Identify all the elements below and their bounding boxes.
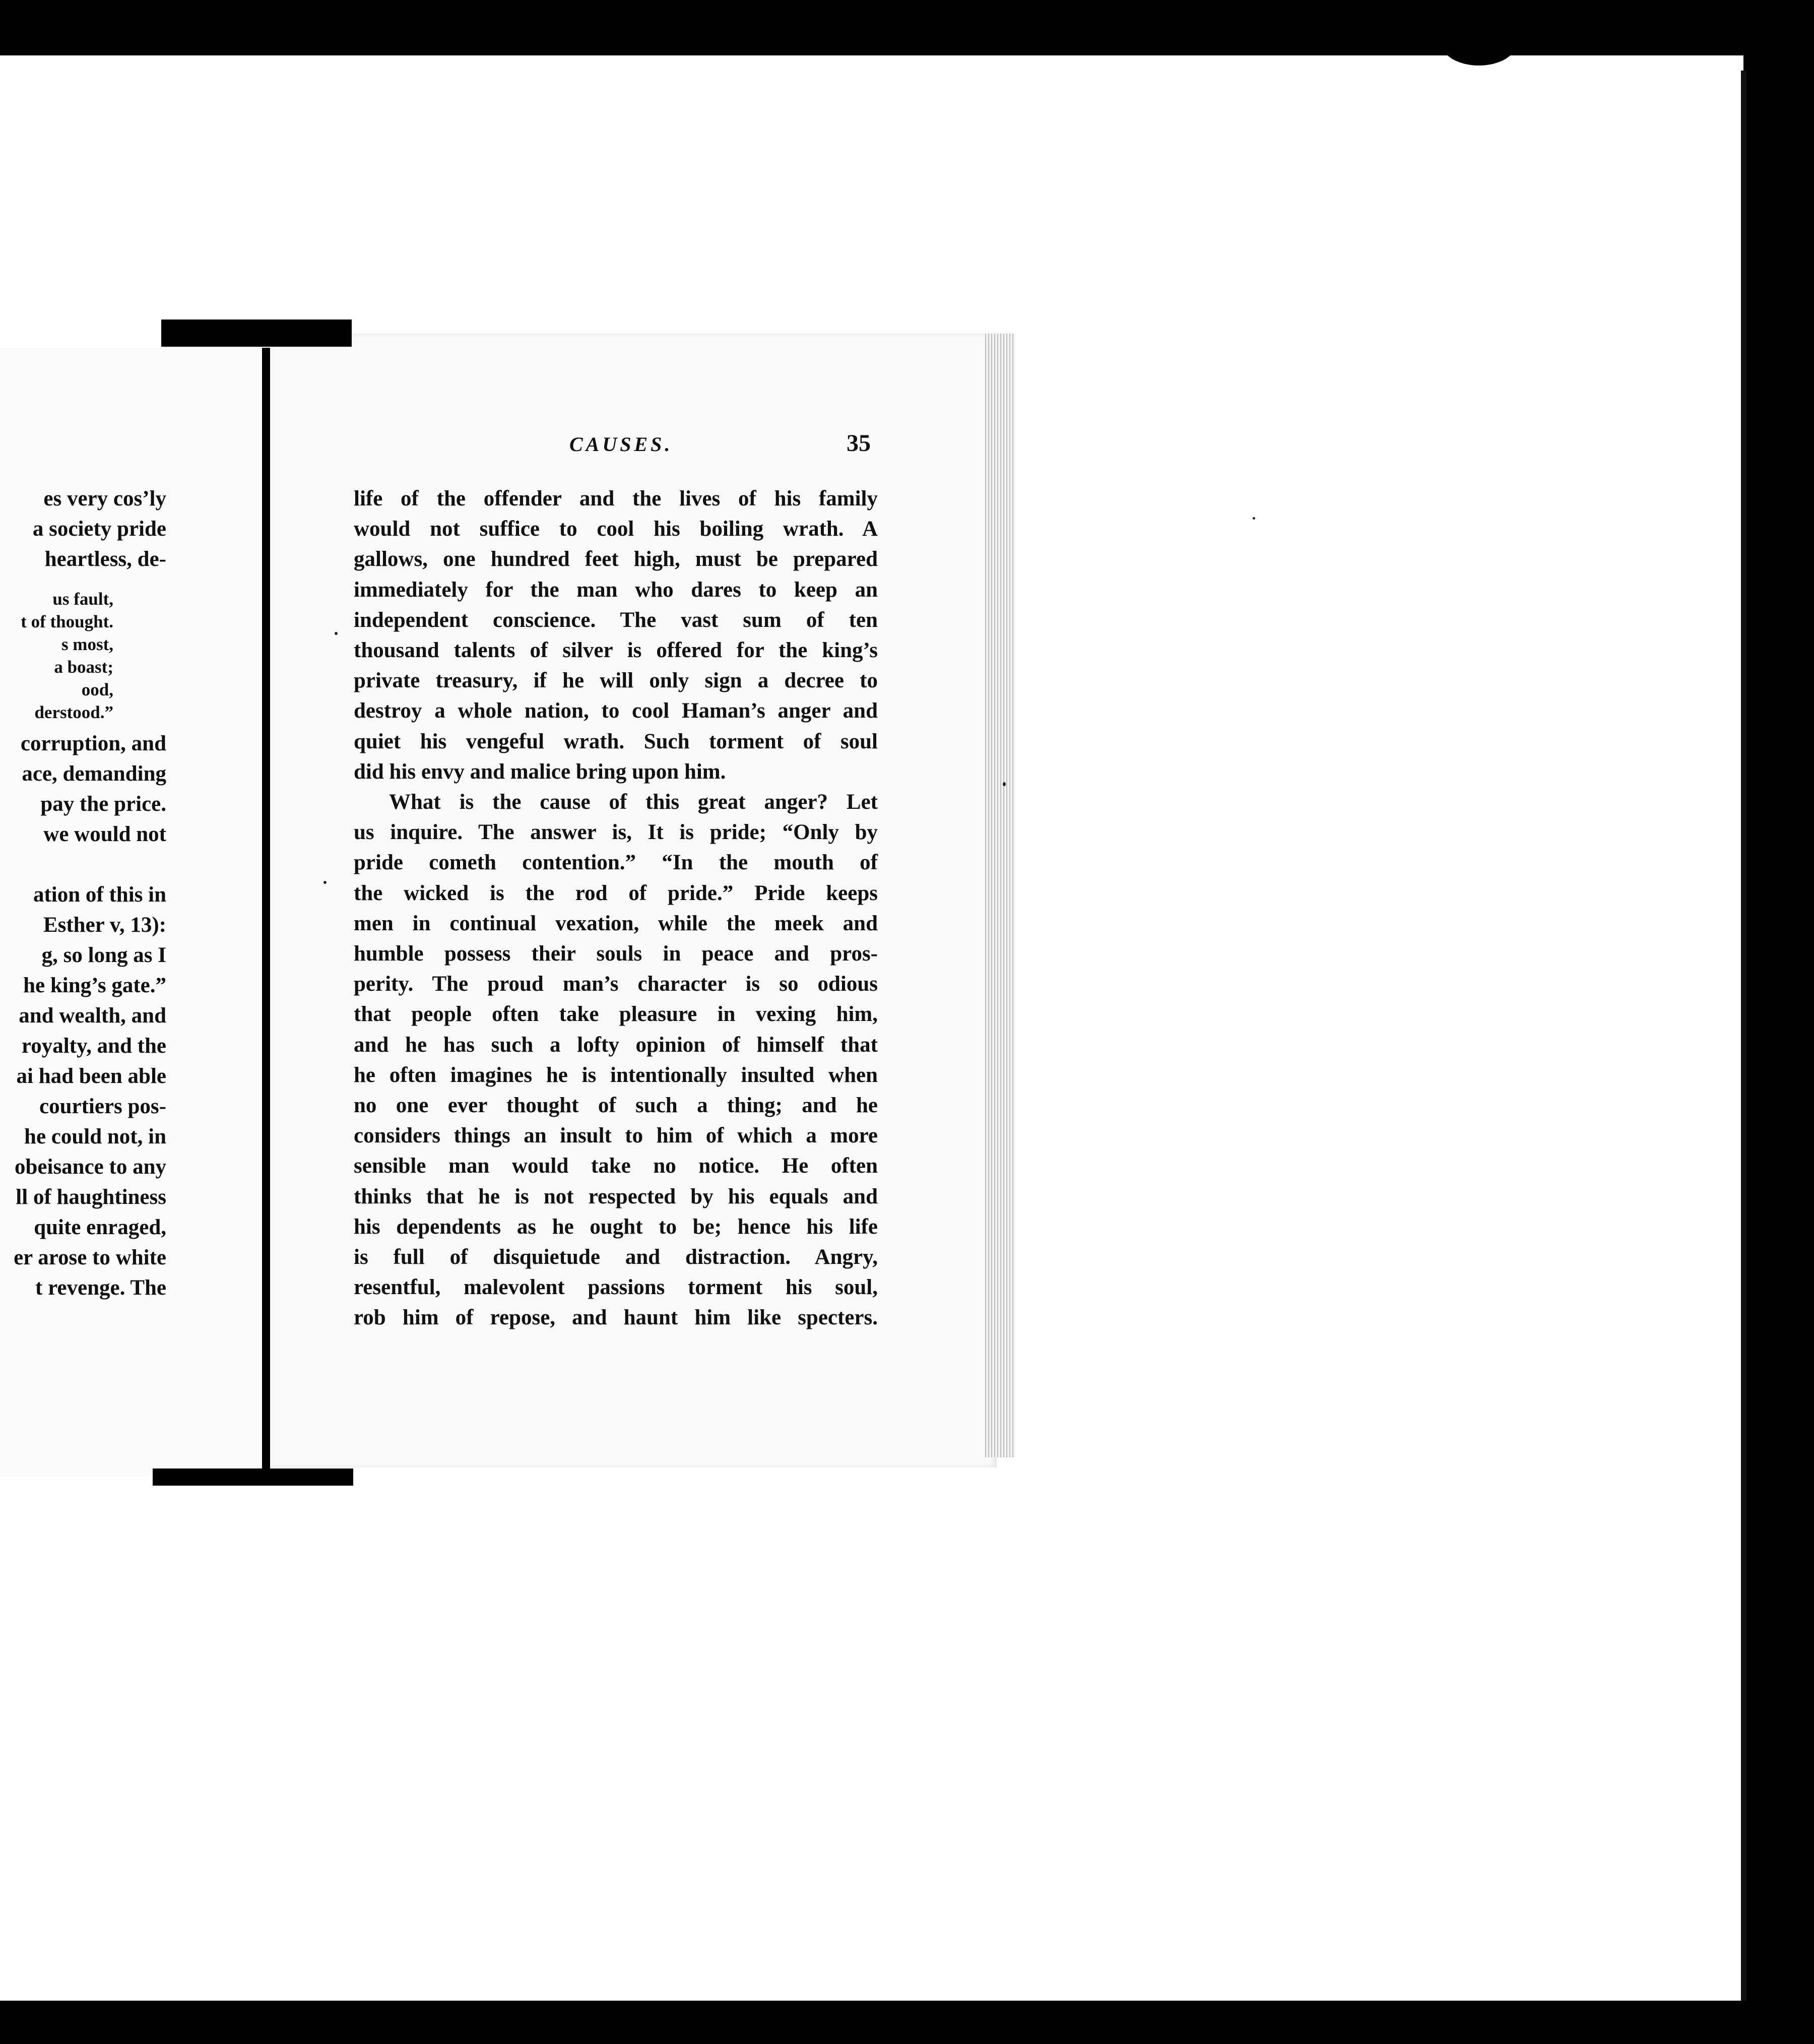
left-line: ll of haughtiness (16, 1185, 166, 1209)
text-line: sensible man would take no notice. He often (354, 1154, 878, 1178)
left-line: and wealth, and (19, 1004, 166, 1028)
verse-line: derstood.” (34, 702, 113, 722)
running-head: CAUSES. (569, 433, 673, 456)
page-clip-top (161, 320, 352, 347)
left-line: royalty, and the (21, 1034, 166, 1058)
film-frame-right (1746, 50, 1814, 2044)
text-line: did his envy and malice bring upon him. (354, 759, 726, 784)
verse-line: a boast; (54, 657, 113, 677)
text-line: life of the offender and the lives of his family (354, 487, 878, 510)
film-frame-bottom (0, 2001, 1814, 2044)
left-line: he could not, in (24, 1125, 166, 1148)
dust-speck (1253, 517, 1255, 520)
text-line: us inquire. The answer is, It is pride; “Only by (354, 820, 878, 845)
text-line: independent conscience. The vast sum of ten (354, 608, 878, 632)
verse-line: us fault, (52, 589, 113, 609)
verse-line: ood, (81, 680, 113, 699)
film-scratch (1290, 25, 1350, 55)
dust-speck (335, 632, 338, 635)
left-line: pay the price. (40, 792, 166, 816)
text-line: is full of disquietude and distraction. Angry, (354, 1245, 878, 1269)
left-line: heartless, de- (44, 547, 166, 571)
text-line: he often imagines he is intentionally insulted when (354, 1063, 878, 1087)
text-line: quiet his vengeful wrath. Such torment of soul (354, 729, 878, 753)
text-line: and he has such a lofty opinion of himself that (354, 1033, 878, 1057)
text-line: What is the cause of this great anger? Let (389, 790, 878, 814)
text-line: private treasury, if he will only sign a decree to (354, 669, 878, 693)
left-line: ai had been able (16, 1064, 166, 1088)
book-gutter (262, 348, 270, 1477)
text-line: thousand talents of silver is offered for the king’s (354, 638, 878, 663)
left-line: quite enraged, (34, 1216, 166, 1239)
left-line: g, so long as I (41, 943, 166, 967)
right-page-text (354, 484, 878, 1333)
left-line: corruption, and (20, 732, 166, 755)
dust-speck (323, 881, 327, 884)
text-line: would not suffice to cool his boiling wrath. A (354, 517, 878, 541)
page-clip-bottom (153, 1468, 353, 1486)
text-line: humble possess their souls in peace and pros- (354, 942, 878, 966)
left-line: Esther v, 13): (43, 913, 166, 937)
text-line: his dependents as he ought to be; hence his life (354, 1215, 878, 1239)
text-line: destroy a whole nation, to cool Haman’s anger and (354, 699, 878, 723)
text-line: men in continual vexation, while the meek and (354, 911, 878, 935)
poem-quote (0, 588, 166, 724)
page-number: 35 (847, 430, 871, 457)
text-line: considers things an insult to him of which a more (354, 1124, 878, 1148)
text-line: rob him of repose, and haunt him like specters. (354, 1306, 878, 1330)
text-line: resentful, malevolent passions torment his soul, (354, 1275, 878, 1300)
left-line: courtiers pos- (39, 1095, 166, 1118)
text-line: the wicked is the rod of pride.” Pride keeps (354, 881, 878, 905)
left-line: he king’s gate.” (23, 974, 166, 997)
verse-line: s most, (61, 634, 113, 654)
text-line: gallows, one hundred feet high, must be prepared (354, 547, 878, 571)
text-line: pride cometh contention.” “In the mouth of (354, 851, 878, 875)
text-line: perity. The proud man’s character is so odious (354, 972, 878, 996)
left-line: es very cos’ly (43, 487, 166, 510)
left-line: er arose to white (14, 1246, 166, 1269)
left-line: a society pride (32, 517, 166, 541)
page-edges (985, 334, 1015, 1457)
verse-line: t of thought. (21, 612, 113, 631)
left-line: t revenge. The (35, 1276, 166, 1300)
text-line: that people often take pleasure in vexing him, (354, 1002, 878, 1027)
text-line: thinks that he is not respected by his equals and (354, 1184, 878, 1208)
text-line: immediately for the man who dares to keep an (354, 578, 878, 602)
dust-speck (1003, 782, 1006, 786)
film-frame-top (0, 0, 1814, 44)
left-page-text (0, 484, 166, 1303)
text-line: no one ever thought of such a thing; and he (354, 1094, 878, 1118)
left-line: ation of this in (33, 883, 166, 907)
left-line: we would not (43, 822, 166, 846)
film-scratch (1441, 20, 1517, 66)
left-line: ace, demanding (22, 762, 166, 786)
left-line: obeisance to any (15, 1155, 166, 1179)
